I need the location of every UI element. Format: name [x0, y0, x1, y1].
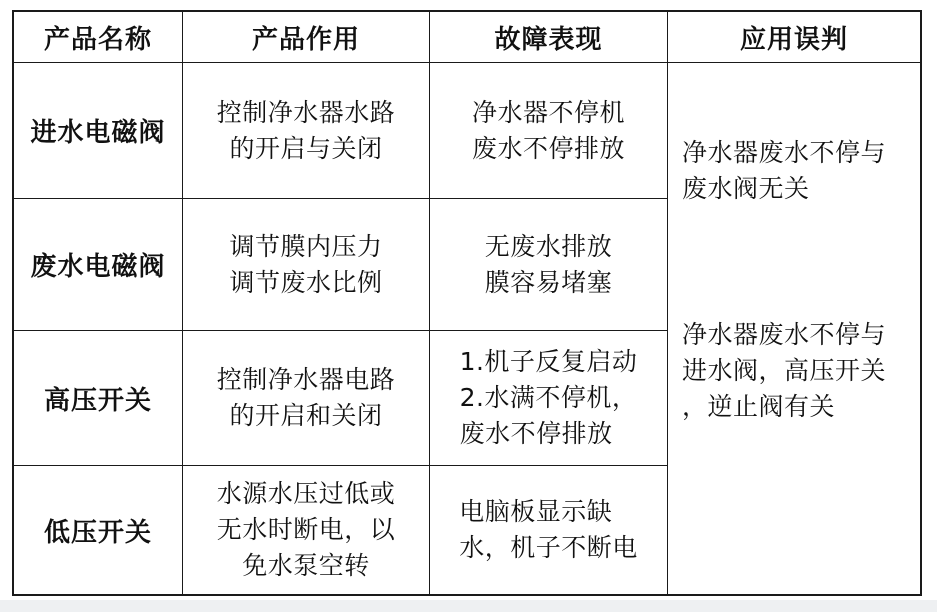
misjudgement-block-b [682, 317, 886, 425]
misjudgement-b-line-3: ，逆止阀有关 [682, 392, 836, 421]
row-1-fault [430, 63, 668, 199]
row-4-function-line-2: 无水时断电，以 [216, 515, 396, 544]
row-4-function-line-3: 免水泵空转 [242, 551, 370, 580]
header-product-name: 产品名称 [14, 12, 183, 63]
row-3-fault [430, 331, 668, 466]
row-2-function-line-2: 调节废水比例 [229, 267, 383, 297]
row-1-name: 进水电磁阀 [14, 63, 183, 199]
row-4-function-line-1: 水源水压过低或 [216, 479, 396, 508]
row-4-fault [430, 466, 668, 594]
row-2-fault-line-1: 无废水排放 [484, 231, 613, 261]
row-1-function [183, 63, 430, 199]
row-1-function-line-2: 的开启与关闭 [229, 133, 383, 163]
row-4-fault-line-2: 水，机子不断电 [459, 533, 638, 562]
row-4-function [183, 466, 430, 594]
header-misjudgement: 应用误判 [668, 12, 920, 63]
row-3-name: 高压开关 [14, 331, 183, 466]
row-3-fault-line-2: 2.水满不停机， [459, 383, 638, 412]
misjudgement-b-line-2: 进水阀，高压开关 [682, 356, 887, 385]
row-1-fault-line-2: 废水不停排放 [471, 133, 625, 163]
header-fault-symptom: 故障表现 [430, 12, 668, 63]
row-3-function-line-2: 的开启和关闭 [229, 401, 383, 430]
fault-table [12, 10, 922, 596]
header-product-function: 产品作用 [183, 12, 430, 63]
misjudgement-cell [668, 63, 920, 594]
misjudgement-b-line-1: 净水器废水不停与 [682, 320, 887, 349]
row-2-fault [430, 199, 668, 331]
misjudgement-a-line-1: 净水器废水不停与 [682, 138, 887, 167]
row-2-function [183, 199, 430, 331]
bottom-strip [0, 600, 937, 612]
row-2-function-line-1: 调节膜内压力 [229, 231, 383, 261]
row-2-name: 废水电磁阀 [14, 199, 183, 331]
row-4-name: 低压开关 [14, 466, 183, 594]
row-3-fault-line-3: 废水不停排放 [459, 419, 613, 448]
row-3-function-line-1: 控制净水器电路 [216, 365, 396, 394]
row-2-fault-line-2: 膜容易堵塞 [484, 267, 613, 297]
row-3-function [183, 331, 430, 466]
misjudgement-a-line-2: 废水阀无关 [682, 174, 810, 203]
misjudgement-block-a [682, 135, 886, 207]
row-4-fault-line-1: 电脑板显示缺 [459, 497, 613, 526]
row-1-function-line-1: 控制净水器水路 [216, 97, 396, 127]
row-3-fault-line-1: 1.机子反复启动 [459, 347, 638, 376]
row-1-fault-line-1: 净水器不停机 [471, 97, 625, 127]
